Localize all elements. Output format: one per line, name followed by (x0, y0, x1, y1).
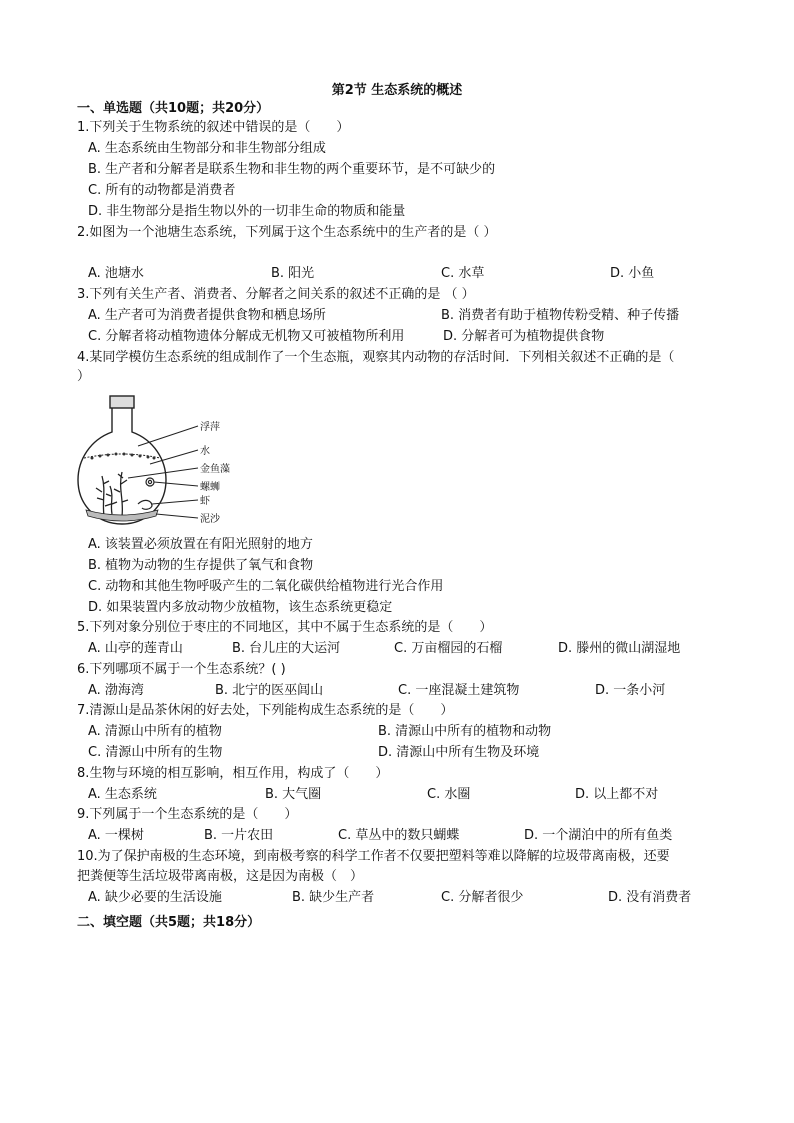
question-6-option-a[interactable]: A. 渤海湾 (88, 683, 144, 698)
figure-label-shrimp: 虾 (200, 496, 210, 507)
question-7-option-a[interactable]: A. 清源山中所有的植物 (88, 724, 222, 739)
question-6-option-b[interactable]: B. 北宁的医巫闾山 (215, 683, 324, 698)
figure-label-duckweed: 浮萍 (200, 422, 220, 433)
question-5-option-a[interactable]: A. 山亭的莲青山 (88, 641, 183, 656)
figure-label-hornwort: 金鱼藻 (200, 464, 230, 475)
question-7-option-b[interactable]: B. 清源山中所有的植物和动物 (378, 724, 552, 739)
question-7-option-d[interactable]: D. 清源山中所有生物及环境 (378, 745, 540, 760)
figure-label-sediment: 泥沙 (200, 514, 220, 525)
question-4-option-b[interactable]: B. 植物为动物的生存提供了氧气和食物 (88, 558, 314, 573)
question-6-stem: 6.下列哪项不属于一个生态系统？( ) (77, 662, 286, 677)
question-6-option-d[interactable]: D. 一条小河 (595, 683, 666, 698)
question-5-option-c[interactable]: C. 万亩榴园的石榴 (394, 641, 503, 656)
question-8-option-d[interactable]: D. 以上都不对 (575, 787, 659, 802)
page-title: 第2节 生态系统的概述 (331, 83, 463, 98)
question-6-option-c[interactable]: C. 一座混凝土建筑物 (398, 683, 520, 698)
question-1-option-d[interactable]: D. 非生物部分是指生物以外的一切非生命的物质和能量 (88, 204, 406, 219)
question-3-option-c[interactable]: C. 分解者将动植物遗体分解成无机物又可被植物所利用 (88, 329, 405, 344)
question-10-option-c[interactable]: C. 分解者很少 (441, 890, 524, 905)
question-10-option-b[interactable]: B. 缺少生产者 (292, 890, 375, 905)
snail (146, 478, 154, 486)
question-5-stem: 5.下列对象分别位于枣庄的不同地区，其中不属于生态系统的是（ ） (77, 620, 493, 635)
question-8-stem: 8.生物与环境的相互影响，相互作用，构成了（ ） (77, 766, 389, 781)
figure-label-snail: 螺蛳 (200, 482, 220, 493)
question-2-option-c[interactable]: C. 水草 (441, 266, 485, 281)
question-9-option-c[interactable]: C. 草丛中的数只蝴蝶 (338, 828, 460, 843)
question-10-option-d[interactable]: D. 没有消费者 (608, 890, 692, 905)
hornwort (96, 472, 128, 516)
figure-label-water: 水 (200, 446, 210, 457)
question-7-stem: 7.清源山是品茶休闲的好去处，下列能构成生态系统的是（ ） (77, 703, 454, 718)
duckweed (91, 453, 156, 460)
question-1-option-c[interactable]: C. 所有的动物都是消费者 (88, 183, 236, 198)
question-2-option-a[interactable]: A. 池塘水 (88, 266, 144, 281)
question-2-option-d[interactable]: D. 小鱼 (610, 266, 655, 281)
question-9-option-a[interactable]: A. 一棵树 (88, 828, 144, 843)
question-8-option-b[interactable]: B. 大气圈 (265, 787, 322, 802)
question-8-option-a[interactable]: A. 生态系统 (88, 787, 157, 802)
shrimp (138, 500, 152, 509)
section-heading-fill-in: 二、填空题（共5题；共18分） (77, 915, 261, 930)
question-9-option-b[interactable]: B. 一片农田 (204, 828, 274, 843)
question-1-option-b[interactable]: B. 生产者和分解者是联系生物和非生物的两个重要环节，是不可缺少的 (88, 162, 496, 177)
question-4-option-d[interactable]: D. 如果装置内多放动物少放植物，该生态系统更稳定 (88, 600, 393, 615)
question-7-option-c[interactable]: C. 清源山中所有的生物 (88, 745, 223, 760)
section-heading-single-choice: 一、单选题（共10题；共20分） (77, 101, 270, 116)
question-8-option-c[interactable]: C. 水圈 (427, 787, 471, 802)
question-9-option-d[interactable]: D. 一个湖泊中的所有鱼类 (524, 828, 673, 843)
question-3-option-a[interactable]: A. 生产者可为消费者提供食物和栖息场所 (88, 308, 326, 323)
question-2-option-b[interactable]: B. 阳光 (271, 266, 315, 281)
question-1-stem: 1.下列关于生物系统的叙述中错误的是（ ） (77, 120, 350, 135)
question-10-option-a[interactable]: A. 缺少必要的生活设施 (88, 890, 222, 905)
question-4-option-c[interactable]: C. 动物和其他生物呼吸产生的二氧化碳供给植物进行光合作用 (88, 579, 444, 594)
question-5-option-d[interactable]: D. 滕州的微山湖湿地 (558, 641, 681, 656)
question-4-stem: 4.某同学模仿生态系统的组成制作了一个生态瓶，观察其内动物的存活时间．下列相关叙述不正确的是（ (77, 350, 675, 365)
question-2-stem: 2.如图为一个池塘生态系统，下列属于这个生态系统中的生产者的是（ ） (77, 225, 497, 240)
ecosystem-bottle-figure (76, 392, 246, 528)
question-3-stem: 3.下列有关生产者、消费者、分解者之间关系的叙述不正确的是 （ ） (77, 287, 475, 302)
bottle-cork (110, 396, 134, 408)
question-4-stem-continued: ） (77, 369, 91, 384)
question-10-stem-continued: 把粪便等生活垃圾带离南极，这是因为南极（ ） (77, 869, 364, 884)
question-3-option-b[interactable]: B. 消费者有助于植物传粉受精、种子传播 (441, 308, 680, 323)
question-1-option-a[interactable]: A. 生态系统由生物部分和非生物部分组成 (88, 141, 326, 156)
question-3-option-d[interactable]: D. 分解者可为植物提供食物 (443, 329, 605, 344)
question-4-option-a[interactable]: A. 该装置必须放置在有阳光照射的地方 (88, 537, 313, 552)
question-9-stem: 9.下列属于一个生态系统的是（ ） (77, 807, 298, 822)
question-10-stem: 10.为了保护南极的生态环境，到南极考察的科学工作者不仅要把塑料等难以降解的垃圾带离南极，还要 (77, 849, 670, 864)
question-5-option-b[interactable]: B. 台儿庄的大运河 (232, 641, 341, 656)
